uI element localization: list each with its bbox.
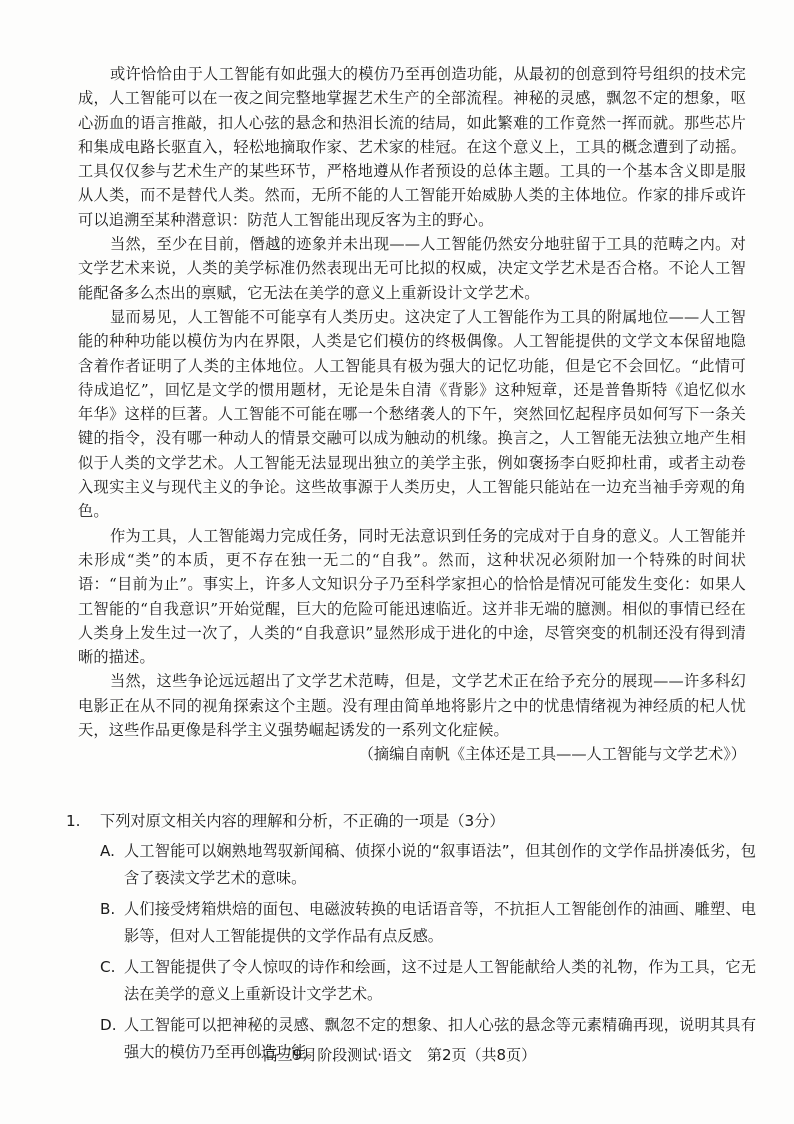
passage-source: （摘编自南帆《主体还是工具——人工智能与文学艺术》） xyxy=(358,745,746,764)
option-letter: A. xyxy=(100,842,115,860)
passage-paragraph-4: 作为工具，人工智能竭力完成任务，同时无法意识到任务的完成对于自身的意义。人工智能并未形成“类”的本质，更不存在独一无二的“自我”。然而，这种状况必须附加一个特殊的时间状语：“目前为止”。事实上，许多人文知识分子乃至科学家担心的恰恰是情况可能发生变化：如果人工智能的“自我意识”开始觉醒，巨大的危险可能迅速临近。这并非无端的臆测。相似的事情已经在人类身上发生过一次了，人类的“自我意识”显然形成于进化的中途，尽管突变的机制还没有得到清晰的描述。 xyxy=(78,526,746,667)
option-letter: B. xyxy=(100,900,116,918)
option-text: 人们接受烤箱烘焙的面包、电磁波转换的电话语音等，不抗拒人工智能创作的油画、雕塑、电影等，但对人工智能提供的文学作品有点反感。 xyxy=(124,900,756,945)
question-stem xyxy=(66,808,756,834)
question-stem-text: 下列对原文相关内容的理解和分析，不正确的一项是（3分） xyxy=(100,812,505,830)
passage-paragraph-2: 当然，至少在目前，僭越的迹象并未出现——人工智能仍然安分地驻留于工具的范畴之内。对文学艺术来说，人类的美学标准仍然表现出无可比拟的权威，决定文学艺术是否合格。不论人工智能配备多么杰出的禀赋，它无法在美学的意义上重新设计文学艺术。 xyxy=(78,235,746,302)
page-footer: ·高三9月阶段测试·语文 第2页（共8页） xyxy=(257,1046,537,1064)
passage-paragraph-5: 当然，这些争论远远超出了文学艺术范畴，但是，文学艺术正在给予充分的展现——许多科幻电影正在从不同的视角探索这个主题。没有理由简单地将影片之中的忧患情绪视为神经质的杞人忧天，这些作品更像是科学主义强势崛起诱发的一系列文化症候。 xyxy=(78,672,746,740)
option-text: 人工智能可以娴熟地驾驭新闻稿、侦探小说的“叙事语法”，但其创作的文学作品拼凑低劣，包含了亵渎文学艺术的意味。 xyxy=(124,842,756,887)
passage-paragraph-3: 显而易见，人工智能不可能享有人类历史。这决定了人工智能作为工具的附属地位——人工智能的种种功能以模仿为内在界限，人类是它们模仿的终极偶像。人工智能提供的文学文本保留地隐含着作者证明了人类的主体地位。人工智能具有极为强大的记忆功能，但是它不会回忆。“此情可待成追忆”，回忆是文学的惯用题材，无论是朱自清《背影》这种短章，还是普鲁斯特《追忆似水年华》这样的巨著。人工智能不可能在哪一个愁绪袭人的下午，突然回忆起程序员如何写下一条关键的指令，没有哪一种动人的情景交融可以成为触动的机缘。换言之，人工智能无法独立地产生相似于人类的文学艺术。人工智能无法显现出独立的美学主张，例如褒扬李白贬抑杜甫，或者主动卷入现实主义与现代主义的争论。这些故事源于人类历史，人工智能只能站在一边充当袖手旁观的角色。 xyxy=(78,307,746,521)
reading-passage xyxy=(78,62,746,767)
question-1 xyxy=(66,808,756,1070)
option-letter: D. xyxy=(100,1016,117,1034)
option-c xyxy=(66,954,756,1008)
option-text: 人工智能可以把神秘的灵感、飘忽不定的想象、扣人心弦的悬念等元素精确再现，说明其具有强大的模仿乃至再创造功能。 xyxy=(124,1016,756,1061)
option-letter: C. xyxy=(100,958,116,976)
option-a xyxy=(66,838,756,892)
question-number: 1. xyxy=(66,812,81,830)
option-text: 人工智能提供了令人惊叹的诗作和绘画，这不过是人工智能献给人类的礼物，作为工具，它无法在美学的意义上重新设计文学艺术。 xyxy=(124,958,756,1003)
option-b xyxy=(66,896,756,950)
passage-paragraph-1: 或许恰恰由于人工智能有如此强大的模仿乃至再创造功能，从最初的创意到符号组织的技术完成，人工智能可以在一夜之间完整地掌握艺术生产的全部流程。神秘的灵感，飘忽不定的想象，呕心沥血的语言推敲，扣人心弦的悬念和热泪长流的结局，如此繁难的工作竟然一挥而就。那些芯片和集成电路长驱直入，轻松地摘取作家、艺术家的桂冠。在这个意义上，工具的概念遭到了动摇。工具仅仅参与艺术生产的某些环节，严格地遵从作者预设的总体主题。工具的一个基本含义即是服从人类，而不是替代人类。然而，无所不能的人工智能开始威胁人类的主体地位。作家的排斥或许可以追溯至某种潜意识：防范人工智能出现反客为主的野心。 xyxy=(78,65,746,229)
